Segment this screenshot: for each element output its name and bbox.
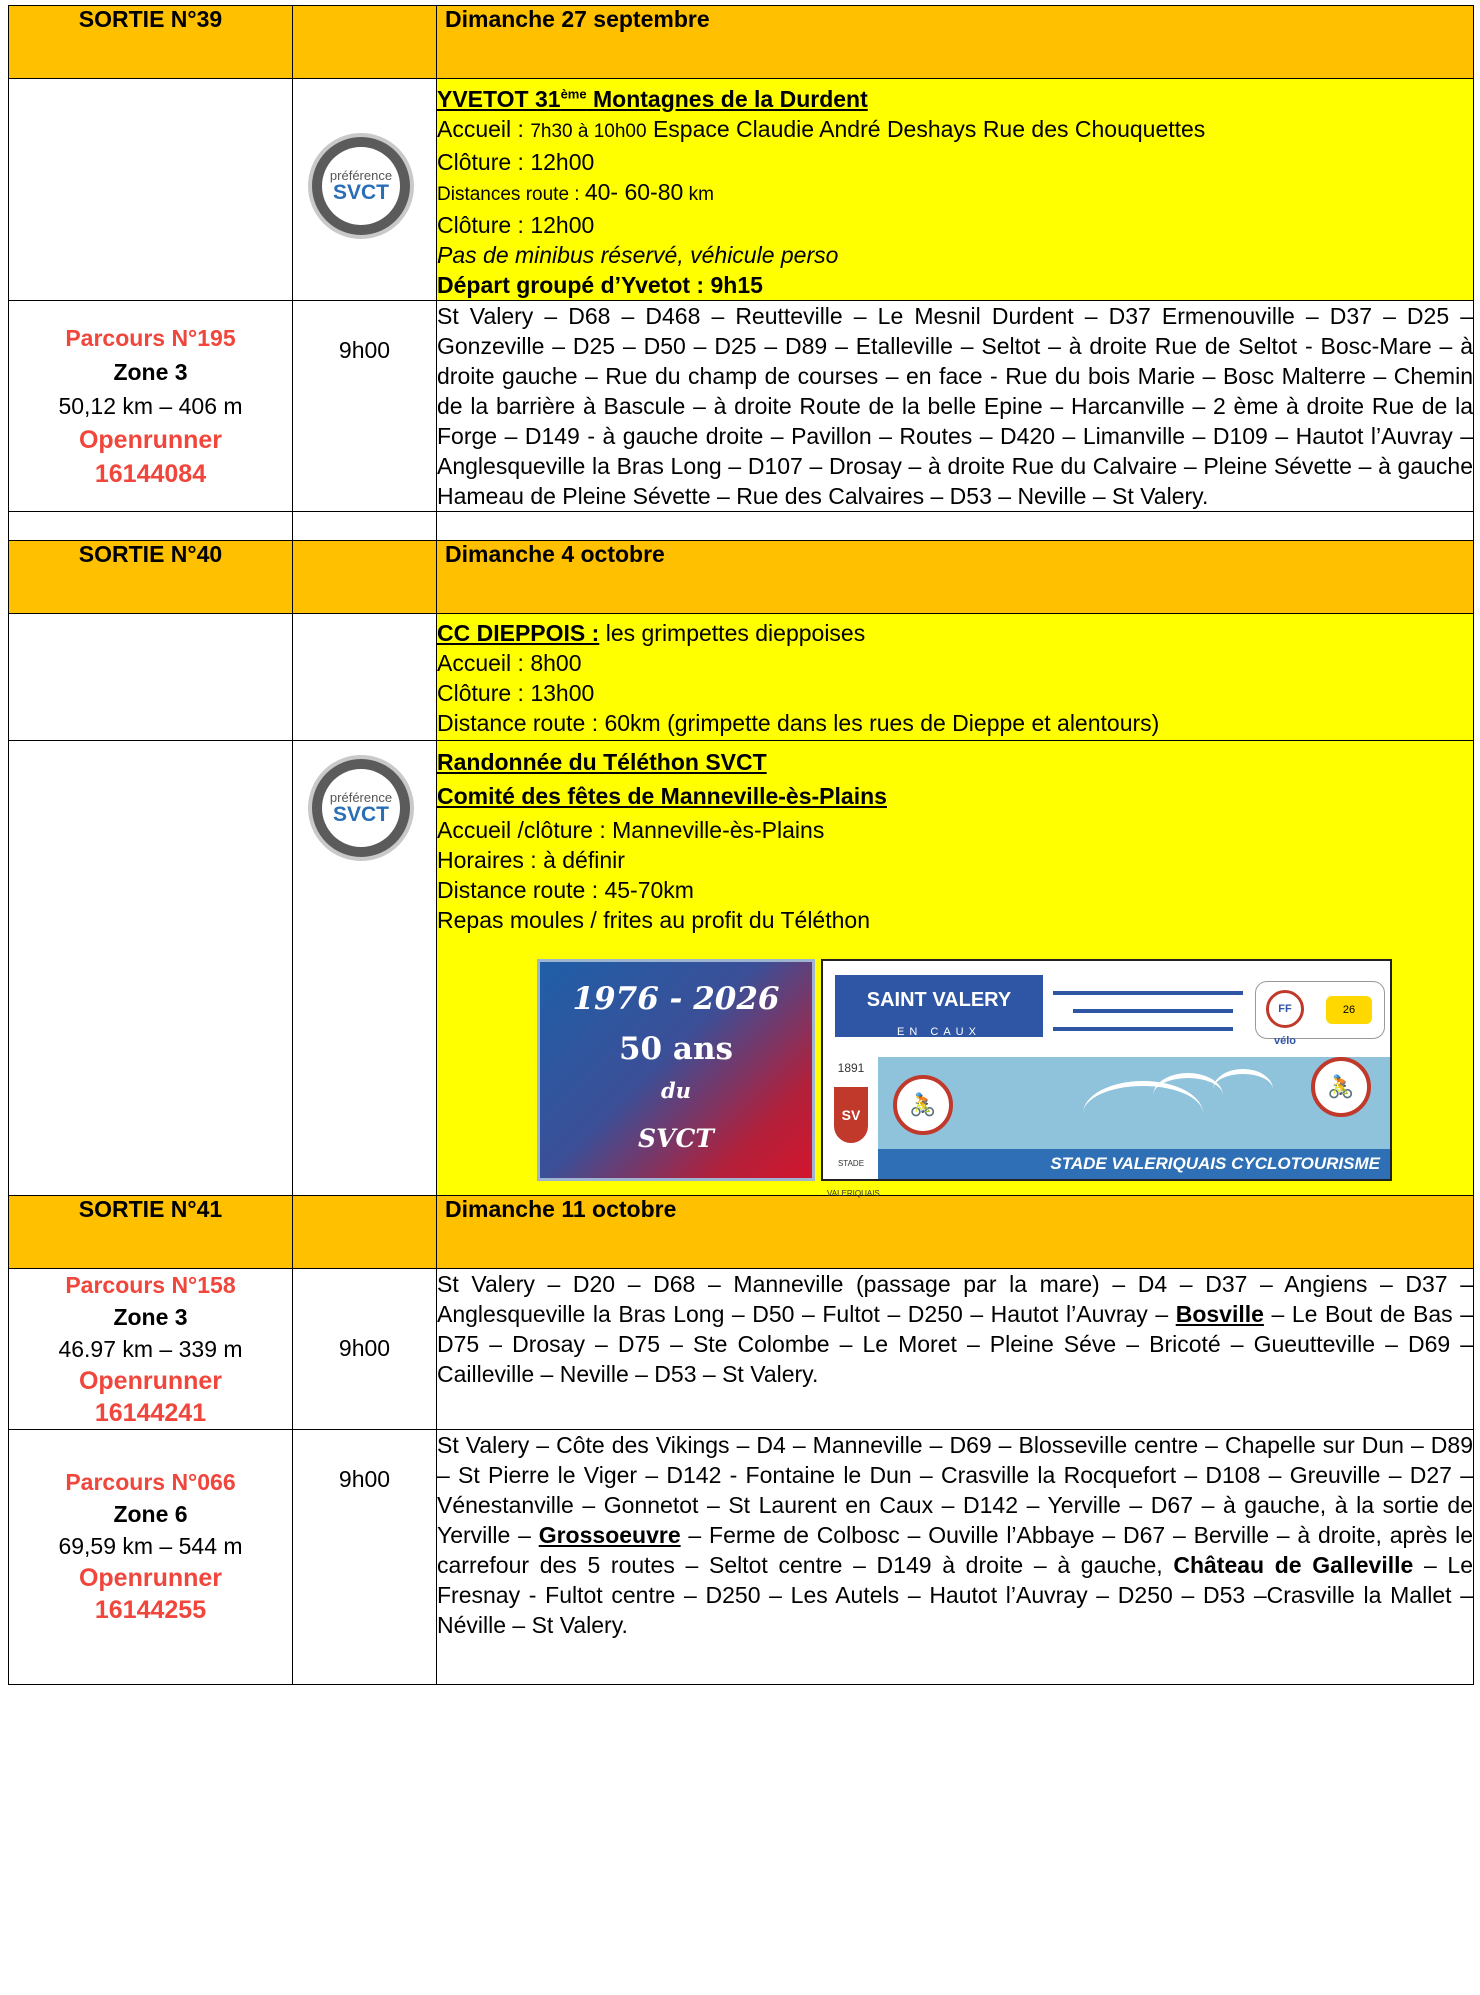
event-cloture: Clôture : 13h00 — [437, 679, 595, 706]
parcours-zone: Zone 3 — [113, 358, 188, 385]
parcours-zone: Zone 3 — [113, 1303, 188, 1330]
header-spacer — [293, 1195, 437, 1268]
event-dieppois-details — [437, 613, 1474, 740]
parcours-info — [9, 1429, 293, 1684]
club-footer: STADE VALERIQUAIS CYCLOTOURISME — [878, 1149, 1390, 1179]
city-sub: EN CAUX — [897, 1025, 981, 1038]
sortie-date: Dimanche 4 octobre — [437, 540, 1474, 613]
event-cloture: Clôture : 12h00 — [437, 148, 595, 175]
sortie-40-header — [9, 540, 1474, 613]
city-name: SAINT VALERY — [866, 988, 1012, 1011]
parcours-195-row — [9, 300, 1474, 511]
parcours-name: Parcours N°195 — [65, 324, 236, 351]
preference-svct-badge-icon — [308, 755, 414, 861]
empty-cell — [293, 511, 437, 540]
badge-text-top: préférence — [329, 168, 393, 183]
highlight-place: Grossoeuvre — [538, 1521, 681, 1548]
ffvelo-text: FF vélo — [1266, 990, 1304, 1028]
sortie-label: SORTIE N°41 — [9, 1195, 293, 1268]
highlight-place: Château de Galleville — [1173, 1551, 1414, 1578]
empty-cell — [9, 79, 293, 301]
parcours-info — [9, 300, 293, 511]
openrunner-id: 16144255 — [94, 1595, 207, 1624]
sortie-date: Dimanche 27 septembre — [437, 6, 1474, 79]
parcours-066-row — [9, 1429, 1474, 1684]
parcours-info — [9, 1268, 293, 1429]
anniversary-panel — [537, 959, 815, 1181]
event-distance: Distance route : 60km (grimpette dans les rues de Dieppe et alentours) — [437, 709, 1160, 736]
parcours-name: Parcours N°066 — [65, 1468, 236, 1495]
wave-icon — [1153, 1073, 1223, 1118]
banner-years: 1976 - 2026 — [572, 980, 780, 1017]
wave-icon — [1213, 1069, 1273, 1110]
empty-cell — [437, 511, 1474, 540]
event-depart: Départ groupé d’Yvetot : 9h15 — [437, 271, 763, 298]
event-horaires: Horaires : à définir — [437, 846, 625, 873]
parcours-zone: Zone 6 — [113, 1500, 188, 1527]
openrunner-label: Openrunner — [78, 425, 223, 454]
cyclist-icon: 🚴 — [893, 1075, 953, 1135]
badge-text-top: préférence — [329, 789, 393, 805]
event-repas: Repas moules / frites au profit du Téléthon — [437, 906, 870, 933]
highlight-place: Bosville — [1175, 1300, 1264, 1327]
banner-du: du — [661, 1077, 691, 1103]
route-description: St Valery – D68 – D468 – Reutteville – Le Mesnil Durdent – D37 Ermenouville – D37 – D25 – Gonzeville – D25 – D50 – D25 – D89 – Etalleville – Seltot – à droite Rue de Seltot - Bosc-Mare – à droite gauche – Rue du champ de courses – en face - Rue du bois Marie – Bosc Malterre – Chemin de la barrière à Bascule – à droite Route de la belle Epine – Harcanville – 2 ème à droite Rue de la Forge – D149 - à gauche droite – Pavillon – Routes – D420 – Limanville – D109 – Hautot l’Auvray – Anglesqueville la Bras Long – D107 – Drosay – à droite Rue du Calvaire – Pleine Sévette – à gauche Hameau de Pleine Sévette – Rue des Calvaires – D53 – Neville – St Valery. — [437, 300, 1474, 511]
header-spacer — [293, 540, 437, 613]
decor-stripe — [1073, 1009, 1233, 1013]
event-title: YVETOT 31ème Montagnes de la Durdent — [437, 85, 868, 112]
sortie-label: SORTIE N°40 — [9, 540, 293, 613]
event-distance: Distance route : 45-70km — [437, 876, 694, 903]
event-cloture-2: Clôture : 12h00 — [437, 211, 595, 238]
shield-text: SV — [834, 1087, 868, 1143]
event-yvetot-row — [9, 79, 1474, 301]
parcours-stats: 46.97 km – 339 m — [58, 1335, 243, 1362]
empty-cell — [9, 613, 293, 740]
spacer-row — [9, 511, 1474, 540]
schedule-table — [8, 5, 1474, 1685]
preference-svct-badge-icon — [308, 133, 414, 239]
openrunner-label: Openrunner — [78, 1366, 223, 1395]
sortie-41-header — [9, 1195, 1474, 1268]
empty-cell — [9, 740, 293, 1195]
badge-cell — [293, 79, 437, 301]
event-note: Pas de minibus réservé, véhicule perso — [437, 241, 839, 268]
event-title: Randonnée du Téléthon SVCT — [437, 748, 767, 775]
event-distances: Distances route : 40- 60-80 km — [437, 178, 714, 205]
parcours-158-row — [9, 1268, 1474, 1429]
parcours-stats: 69,59 km – 544 m — [58, 1532, 243, 1559]
ffvelo-logo-icon — [1255, 981, 1385, 1047]
badge-text-main: SVCT — [332, 181, 389, 204]
event-organizer: Comité des fêtes de Manneville-ès-Plains — [437, 782, 887, 809]
event-dieppois-row — [9, 613, 1474, 740]
decor-stripe — [1053, 1027, 1233, 1031]
event-accueil: Accueil /clôture : Manneville-ès-Plains — [437, 816, 825, 843]
club-logo-panel — [821, 959, 1392, 1198]
anniversary-banner — [537, 959, 1392, 1198]
sortie-date: Dimanche 11 octobre — [437, 1195, 1474, 1268]
event-accueil: Accueil : 8h00 — [437, 649, 582, 676]
event-title: CC DIEPPOIS : les grimpettes dieppoises — [437, 619, 866, 646]
decor-stripe — [1053, 991, 1243, 995]
parcours-name: Parcours N°158 — [65, 1271, 236, 1298]
openrunner-id: 16144241 — [94, 1398, 207, 1427]
start-time: 9h00 — [293, 300, 437, 511]
shield-year: 1891 — [837, 1060, 865, 1075]
header-spacer — [293, 6, 437, 79]
banner-anniversary: 50 ans — [618, 1030, 733, 1067]
route-description: St Valery – Côte des Vikings – D4 – Manneville – D69 – Blosseville centre – Chapelle sur Dun – D89 – St Pierre le Viger – D142 - Fontaine le Dun – Crasville la Rocquefort – D108 – Greuville – D27 – Vénestanville – Gonnetot – St Laurent en Caux – D142 – Yerville – D67 – à gauche, à la sortie de Yerville – Grossoeuvre – Ferme de Colbosc – Ouville l’Abbaye – D67 – Berville – à droite, après le carrefour des 5 routes – Seltot centre – D149 à droite – à gauche, Château de Galleville – Le Fresnay - Fultot centre – D250 – Les Autels – Hautot l’Auvray – D250 – D53 –Crasville la Mallet – Néville – St Valery. — [437, 1429, 1474, 1684]
start-time: 9h00 — [293, 1268, 437, 1429]
start-time: 9h00 — [293, 1429, 437, 1684]
openrunner-id: 16144084 — [94, 459, 207, 488]
saint-valery-logo — [835, 975, 1043, 1037]
shield-label: STADE VALERIQUAIS — [827, 1158, 880, 1198]
event-telethon-details — [437, 740, 1474, 1198]
sortie-label: SORTIE N°39 — [9, 6, 293, 79]
sortie-39-header — [9, 6, 1474, 79]
event-yvetot-details — [437, 79, 1474, 301]
badge-26: 26 — [1326, 996, 1372, 1024]
event-accueil: Accueil : 7h30 à 10h00 Espace Claudie André Deshays Rue des Chouquettes — [437, 115, 1206, 142]
banner-club: SVCT — [638, 1123, 714, 1153]
empty-cell — [9, 511, 293, 540]
badge-cell — [293, 740, 437, 1195]
club-shield-icon — [827, 1053, 880, 1198]
event-telethon-row — [9, 740, 1474, 1195]
badge-text-main: SVCT — [332, 802, 389, 826]
parcours-stats: 50,12 km – 406 m — [58, 392, 243, 419]
cyclist-icon: 🚴 — [1311, 1057, 1371, 1117]
route-description: St Valery – D20 – D68 – Manneville (passage par la mare) – D4 – D37 – Angiens – D37 – Anglesqueville la Bras Long – D50 – Fultot – D250 – Hautot l’Auvray – Bosville – Le Bout de Bas – D75 – Drosay – D75 – Ste Colombe – Le Moret – Pleine Séve – Bricoté – Gueutteville – D69 – Cailleville – Neville – D53 – St Valery. — [437, 1268, 1474, 1429]
empty-cell — [293, 613, 437, 740]
openrunner-label: Openrunner — [78, 1563, 223, 1592]
